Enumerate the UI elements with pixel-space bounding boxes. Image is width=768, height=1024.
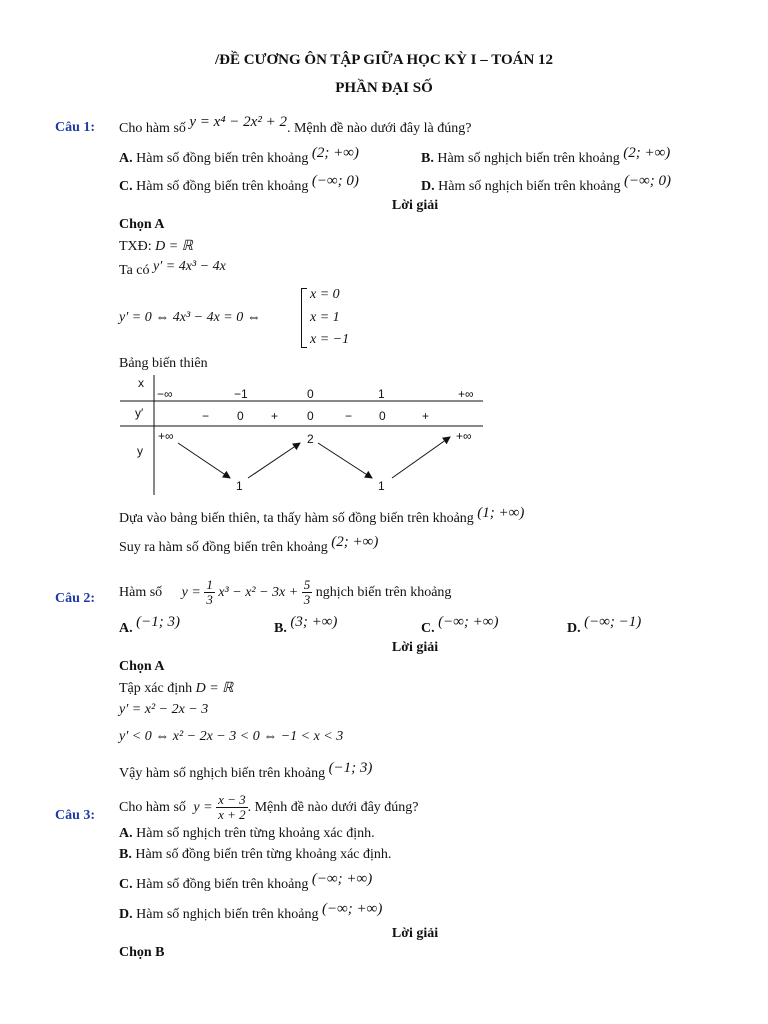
q1-root-1: x = 0 xyxy=(310,287,340,302)
section-title: PHẦN ĐẠI SỐ xyxy=(335,80,433,96)
q2-formula-y: y = xyxy=(181,585,201,600)
question-3-label: Câu 3: xyxy=(55,808,96,823)
q3-fraction-num: x − 3 xyxy=(218,792,246,808)
q1-option-b-text: Hàm số nghịch biến trên khoảng xyxy=(437,151,620,166)
q3-option-a-letter: A. xyxy=(119,826,133,841)
question-1-prompt xyxy=(119,114,472,137)
question-3-prompt xyxy=(119,788,419,828)
q2-option-b xyxy=(274,614,338,637)
q3-option-c-text: Hàm số đồng biến trên khoảng xyxy=(136,877,309,892)
q1-system-bracket xyxy=(301,288,307,348)
q3-option-b-text: Hàm số đồng biến trên từng khoảng xác định. xyxy=(135,847,392,862)
table-arrow-down-1 xyxy=(178,443,230,478)
q1-solution-title: Lời giải xyxy=(391,198,439,213)
q1-derivative-line xyxy=(119,259,226,279)
q1-option-c-math: (−∞; 0) xyxy=(311,173,359,189)
table-y-3: 2 xyxy=(307,432,314,446)
q2-fraction-1-num: 1 xyxy=(206,577,213,593)
q2-conclusion-text: Vậy hàm số nghịch biến trên khoảng xyxy=(119,766,326,781)
q1-prompt-pre: Cho hàm số xyxy=(119,121,186,136)
q1-derivative: y′ = 4x³ − 4x xyxy=(153,259,226,274)
document-title: /ĐỀ CƯƠNG ÔN TẬP GIỮA HỌC KỲ I – TOÁN 12 xyxy=(214,52,554,68)
q3-option-d-math: (−∞; +∞) xyxy=(321,901,383,917)
q2-fraction-1-den: 3 xyxy=(206,592,213,608)
table-arrow-down-2 xyxy=(318,443,372,478)
q2-option-a-math: (−1; 3) xyxy=(136,614,180,630)
table-x-1: −∞ xyxy=(157,387,173,401)
q1-txd xyxy=(119,238,193,255)
q3-option-c-math: (−∞; +∞) xyxy=(311,871,373,887)
q1-conclusion-1 xyxy=(119,505,525,527)
q2-formula-mid: x³ − x² − 3x + xyxy=(218,585,299,600)
table-sign-1: − xyxy=(202,409,210,423)
q3-option-d-text: Hàm số nghịch biến trên khoảng xyxy=(136,907,319,922)
table-x-3: 0 xyxy=(307,387,314,401)
q1-conclusion-2 xyxy=(119,534,379,556)
q3-fraction-den: x + 2 xyxy=(218,807,246,823)
table-sign-2: 0 xyxy=(237,409,244,423)
table-row-x: x xyxy=(138,376,144,390)
q3-option-c xyxy=(119,871,373,893)
q3-option-a-text: Hàm số nghịch trên từng khoảng xác định. xyxy=(136,826,375,841)
q1-formula: y = x⁴ − 2x² + 2 xyxy=(189,114,287,130)
table-y-1: +∞ xyxy=(158,429,174,443)
q3-solution-title: Lời giải xyxy=(391,926,439,941)
q2-option-d xyxy=(567,614,642,637)
q1-option-a-text: Hàm số đồng biến trên khoảng xyxy=(136,151,309,166)
q1-equation: y′ = 0 ⇔ 4x³ − 4x = 0 ⇔ xyxy=(119,310,261,325)
q2-option-c-math: (−∞; +∞) xyxy=(438,614,499,630)
q2-option-b-letter: B. xyxy=(274,621,287,636)
table-x-4: 1 xyxy=(378,387,385,401)
q1-option-d xyxy=(421,173,672,195)
table-x-2: −1 xyxy=(234,387,248,401)
table-y-5: +∞ xyxy=(456,429,472,443)
q1-txd-math: D = ℝ xyxy=(155,239,193,254)
q1-taco-label: Ta có xyxy=(119,263,150,278)
q1-option-b-letter: B. xyxy=(421,151,434,166)
q2-fraction-2-num: 5 xyxy=(303,577,311,593)
q3-option-b-letter: B. xyxy=(119,847,132,862)
q3-option-c-letter: C. xyxy=(119,877,133,892)
q2-option-d-math: (−∞; −1) xyxy=(584,614,642,630)
q1-conclusion-1-text: Dựa vào bảng biến thiên, ta thấy hàm số đồng biến trên khoảng xyxy=(119,511,474,526)
question-2-prompt xyxy=(119,573,451,613)
q3-option-d xyxy=(119,901,383,923)
question-1-label: Câu 1: xyxy=(55,120,96,135)
q2-option-c xyxy=(421,614,499,637)
table-row-yprime: y′ xyxy=(135,406,144,420)
q3-option-b xyxy=(119,847,391,863)
q2-conclusion xyxy=(119,760,373,782)
q2-conclusion-math: (−1; 3) xyxy=(328,760,373,776)
q2-solution-title: Lời giải xyxy=(391,640,439,655)
question-2-label: Câu 2: xyxy=(55,591,96,606)
q2-prompt-pre: Hàm số xyxy=(119,585,163,600)
table-sign-6: 0 xyxy=(379,409,386,423)
q1-option-d-letter: D. xyxy=(421,179,435,194)
q3-prompt-post: . Mệnh đề nào dưới đây đúng? xyxy=(247,800,419,815)
q1-option-b xyxy=(421,145,671,167)
q2-option-a-letter: A. xyxy=(119,621,133,636)
q2-fraction-2-den: 3 xyxy=(303,592,311,608)
table-arrow-up-1 xyxy=(248,443,300,478)
table-sign-7: + xyxy=(422,409,430,423)
q2-option-c-letter: C. xyxy=(421,621,435,636)
q3-formula-y: y = xyxy=(193,800,213,815)
q1-option-d-text: Hàm số nghịch biến trên khoảng xyxy=(438,179,621,194)
q3-option-a xyxy=(119,826,375,842)
q1-prompt-post: . Mệnh đề nào dưới đây là đúng? xyxy=(286,121,472,136)
q2-txd xyxy=(119,680,233,697)
q1-conclusion-2-math: (2; +∞) xyxy=(331,534,379,550)
q2-choice: Chọn A xyxy=(119,659,165,674)
q2-derivative: y′ = x² − 2x − 3 xyxy=(119,702,209,717)
table-x-5: +∞ xyxy=(458,387,474,401)
q1-choice: Chọn A xyxy=(119,217,165,232)
q1-option-a-letter: A. xyxy=(119,151,133,166)
q3-prompt-pre: Cho hàm số xyxy=(119,800,186,815)
q1-option-d-math: (−∞; 0) xyxy=(623,173,672,189)
q1-option-c-text: Hàm số đồng biến trên khoảng xyxy=(136,179,309,194)
table-row-y: y xyxy=(137,444,143,458)
q2-fraction-2 xyxy=(302,578,313,607)
q2-prompt-post: nghịch biến trên khoảng xyxy=(315,585,452,600)
table-sign-4: 0 xyxy=(307,409,314,423)
q1-conclusion-2-text: Suy ra hàm số đồng biến trên khoảng xyxy=(119,540,328,555)
q2-option-b-math: (3; +∞) xyxy=(290,614,338,630)
q2-option-a xyxy=(119,614,180,637)
q1-conclusion-1-math: (1; +∞) xyxy=(477,505,525,521)
q1-txd-label: TXĐ: xyxy=(119,239,152,254)
q1-option-c-letter: C. xyxy=(119,179,133,194)
q2-fraction-1 xyxy=(204,578,215,607)
q1-option-c xyxy=(119,173,359,195)
table-arrow-up-2 xyxy=(392,437,450,478)
q3-fraction xyxy=(216,793,248,822)
q3-choice: Chọn B xyxy=(119,945,165,960)
table-sign-3: + xyxy=(271,409,279,423)
table-y-2: 1 xyxy=(236,479,243,493)
q2-inequality: y′ < 0 ⇔ x² − 2x − 3 < 0 ⇔ −1 < x < 3 xyxy=(119,729,344,744)
q2-txd-label: Tập xác định xyxy=(119,681,193,696)
table-y-4: 1 xyxy=(378,479,385,493)
q1-option-b-math: (2; +∞) xyxy=(623,145,671,161)
q2-option-d-letter: D. xyxy=(567,621,581,636)
q1-root-2: x = 1 xyxy=(310,310,340,325)
q3-option-d-letter: D. xyxy=(119,907,133,922)
q1-option-a xyxy=(119,145,359,167)
q1-bbt-label: Bảng biến thiên xyxy=(119,356,208,371)
table-sign-5: − xyxy=(345,409,353,423)
q1-option-a-math: (2; +∞) xyxy=(311,145,359,161)
q1-root-3: x = −1 xyxy=(310,332,350,347)
q2-txd-math: D = ℝ xyxy=(195,681,234,696)
variation-table xyxy=(120,373,490,498)
